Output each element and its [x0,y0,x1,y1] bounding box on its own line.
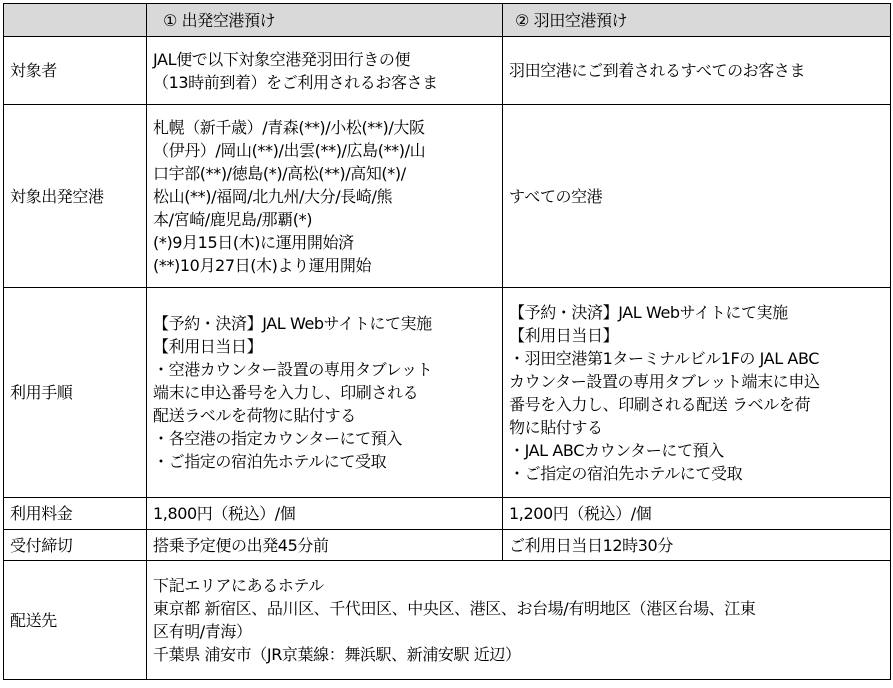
fee-haneda-value: 1,200円（税込）/個 [503,498,891,530]
target-person-label: 対象者 [4,37,147,105]
header-corner-cell [4,4,147,37]
procedure-step-line: 【予約・決済】JAL Webサイトにて実施 [153,314,432,333]
procedure-label: 利用手順 [4,288,147,498]
fee-departure-value: 1,800円（税込）/個 [147,498,503,530]
airport-note-line: (**)10月27日(木)より運用開始 [153,255,372,275]
deadline-row [4,530,891,561]
procedure-haneda-cell [503,288,891,498]
airport-list-line: 札幌（新千歳）/青森(**)/小松(**)/大阪 [153,117,425,137]
procedure-step-line: 【利用日当日】 [153,337,263,356]
procedure-step-line: 【予約・決済】JAL Webサイトにて実施 [509,302,788,322]
fee-row [4,498,891,530]
procedure-step-line: ・各空港の指定カウンターにて預入 [153,429,402,448]
airport-list-line: 口宇部(**)/徳島(*)/高松(**)/高知(*)/ [153,163,406,183]
procedure-step-line: 【利用日当日】 [509,325,619,345]
procedure-step-line: カウンター設置の専用タブレット端末に申込 [509,371,820,391]
procedure-step-line: 端末に申込番号を入力し、印刷される [153,383,419,402]
airport-note-line: (*)9月15日(木)に運用開始済 [153,232,354,252]
deadline-haneda-value: ご利用日当日12時30分 [503,530,891,561]
procedure-step-line: ・ご指定の宿泊先ホテルにて受取 [153,452,387,471]
deadline-departure-value: 搭乗予定便の出発45分前 [147,530,503,561]
destination-line: 区有明/青海） [153,622,252,641]
procedure-step-line: 物に貼付する [509,417,603,437]
procedure-step-line: 配送ラベルを荷物に貼付する [153,406,356,425]
target-person-departure-cell [147,37,503,105]
departure-airports-row [4,105,891,288]
procedure-step-line: ・空港カウンター設置の専用タブレット [153,360,433,379]
airport-list-line: 松山(**)/福岡/北九州/大分/長崎/熊 [153,186,393,206]
fee-label: 利用料金 [4,498,147,530]
header-row [4,4,891,37]
header-haneda-airport: ② 羽田空港預け [503,4,891,37]
procedure-step-line: 番号を入力し、印刷される配送 ラベルを荷 [509,394,811,414]
target-person-row [4,37,891,105]
deadline-label: 受付締切 [4,530,147,561]
procedure-departure-cell [147,288,503,498]
service-comparison-table [3,3,891,680]
destination-line: 千葉県 浦安市（JR京葉線：舞浜駅、新浦安駅 近辺） [153,645,521,664]
destination-label: 配送先 [4,561,147,680]
header-departure-airport: ① 出発空港預け [147,4,503,37]
departure-airports-haneda-cell: すべての空港 [503,105,891,288]
airport-list-line: 本/宮崎/鹿児島/那覇(*) [153,209,313,229]
departure-airports-list-cell [147,105,503,288]
airport-list-line: （伊丹）/岡山(**)/出雲(**)/広島(**)/山 [153,140,426,160]
procedure-row [4,288,891,498]
destination-areas-cell [147,561,891,680]
procedure-step-line: ・ご指定の宿泊先ホテルにて受取 [509,463,743,483]
procedure-step-line: ・JAL ABCカウンターにて預入 [509,440,724,460]
target-person-departure-line: JAL便で以下対象空港発羽田行きの便 [153,49,411,69]
departure-airports-label: 対象出発空港 [4,105,147,288]
destination-line: 下記エリアにあるホテル [153,576,324,595]
destination-line: 東京都 新宿区、品川区、千代田区、中央区、港区、お台場/有明地区（港区台場、江東 [153,599,756,618]
target-person-departure-line: （13時前到着）をご利用されるお客さま [153,72,438,92]
procedure-step-line: ・羽田空港第1ターミナルビル1Fの JAL ABC [509,348,820,368]
destination-row [4,561,891,680]
target-person-haneda-cell: 羽田空港にご到着されるすべてのお客さま [503,37,891,105]
